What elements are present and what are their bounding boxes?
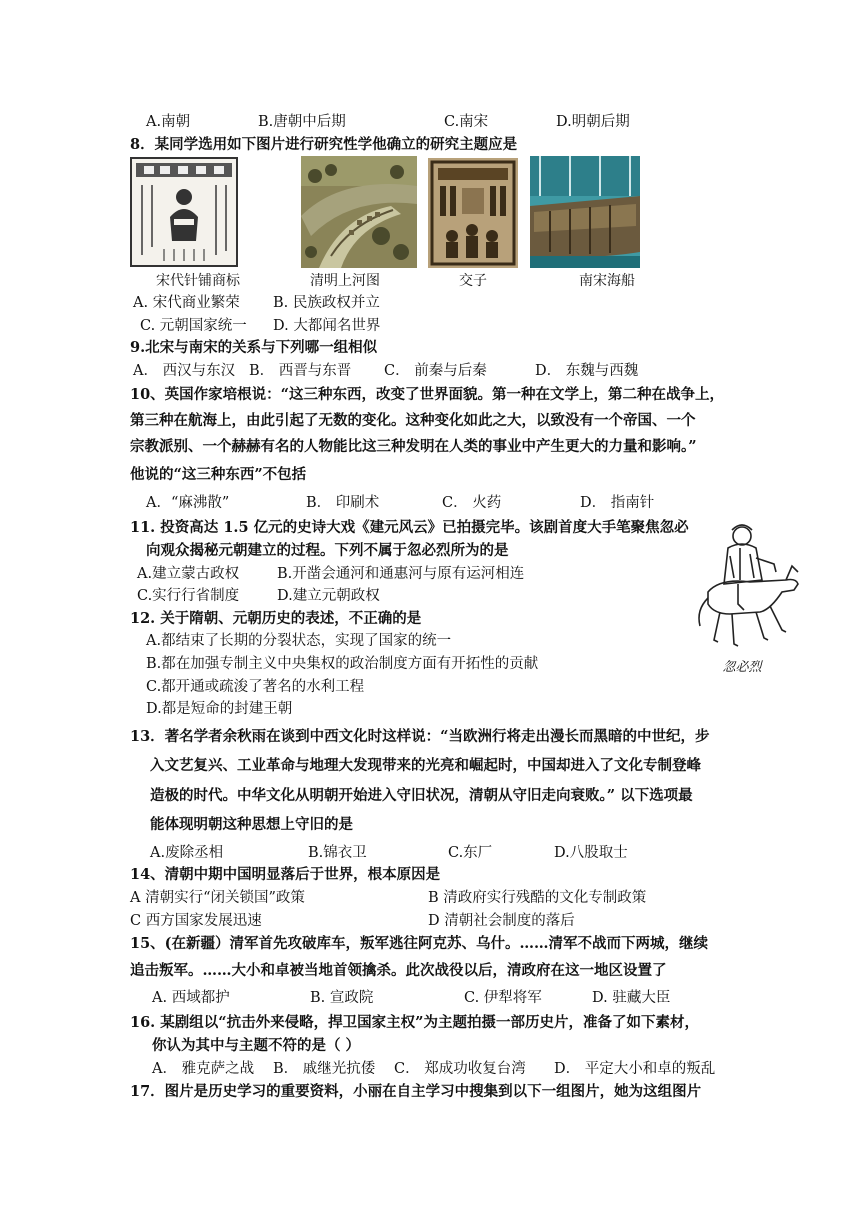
q16-option-a[interactable]: A． 雅克萨之战 bbox=[152, 1061, 255, 1077]
q15-option-d[interactable]: D. 驻藏大臣 bbox=[592, 990, 671, 1006]
q9-stem: 9.北宋与南宋的关系与下列哪一组相似 bbox=[130, 339, 378, 356]
q13-option-c[interactable]: C.东厂 bbox=[448, 845, 493, 861]
q8-option-d[interactable]: D. 大都闻名世界 bbox=[273, 318, 381, 334]
q12-option-c[interactable]: C.都开通或疏浚了著名的水利工程 bbox=[146, 679, 365, 695]
shop-trademark-image bbox=[130, 157, 238, 267]
q8-option-a[interactable]: A. 宋代商业繁荣 bbox=[133, 295, 240, 311]
painting-image bbox=[301, 156, 417, 268]
q11-option-b[interactable]: B.开凿会通河和通惠河与原有运河相连 bbox=[277, 566, 525, 582]
q15-line-1: 15、(在新疆）清军首先攻破库车，叛军逃往阿克苏、乌什。……清军不战而下两城，继续 bbox=[130, 935, 709, 952]
q10-line-4: 他说的“这三种东西”不包括 bbox=[130, 466, 307, 483]
q14-option-a[interactable]: A 清朝实行“闭关锁国”政策 bbox=[130, 890, 305, 906]
q15-option-c[interactable]: C. 伊犁将军 bbox=[464, 990, 542, 1006]
q11-option-d[interactable]: D.建立元朝政权 bbox=[277, 588, 380, 604]
q11-option-a[interactable]: A.建立蒙古政权 bbox=[137, 566, 240, 582]
q16-option-c[interactable]: C． 郑成功收复台湾 bbox=[394, 1061, 526, 1077]
q10-line-1: 10、英国作家培根说：“这三种东西，改变了世界面貌。第一种在文学上，第二种在战争上， bbox=[130, 386, 725, 403]
kublai-caption: 忽必烈 bbox=[722, 660, 762, 675]
q13-line-1: 13．著名学者余秋雨在谈到中西文化时这样说：“当欧洲行将走出漫长而黑暗的中世纪，步 bbox=[130, 728, 710, 745]
painting-caption: 清明上河图 bbox=[310, 273, 380, 289]
paper-money-caption: 交子 bbox=[459, 273, 487, 289]
q14-option-d[interactable]: D 清朝社会制度的落后 bbox=[428, 913, 575, 929]
q10-option-a[interactable]: A．“麻沸散” bbox=[146, 495, 230, 511]
q9-option-d[interactable]: D． 东魏与西魏 bbox=[535, 363, 639, 379]
q16-option-d[interactable]: D． 平定大小和卓的叛乱 bbox=[554, 1061, 716, 1077]
q13-line-4: 能体现明朝这种思想上守旧的是 bbox=[150, 816, 353, 833]
ship-image bbox=[530, 156, 640, 268]
paper-money-image bbox=[428, 158, 518, 268]
q12-stem: 12. 关于隋朝、元朝历史的表述，不正确的是 bbox=[130, 610, 422, 627]
q10-option-c[interactable]: C． 火药 bbox=[442, 495, 502, 511]
q7-option-d[interactable]: D.明朝后期 bbox=[556, 114, 630, 130]
q12-option-d[interactable]: D.都是短命的封建王朝 bbox=[146, 701, 293, 717]
q13-option-a[interactable]: A.废除丞相 bbox=[150, 845, 224, 861]
q8-stem: 8．某同学选用如下图片进行研究性学他确立的研究主题应是 bbox=[130, 136, 518, 153]
q15-line-2: 追击叛军。……大小和卓被当地首领擒杀。此次战役以后，清政府在这一地区设置了 bbox=[130, 962, 667, 979]
q11-option-c[interactable]: C.实行行省制度 bbox=[137, 588, 240, 604]
q17-stem: 17．图片是历史学习的重要资料，小丽在自主学习中搜集到以下一组图片，她为这组图片 bbox=[130, 1083, 702, 1100]
q14-option-b[interactable]: B 清政府实行残酷的文化专制政策 bbox=[428, 890, 647, 906]
q16-line-1: 16. 某剧组以“抗击外来侵略，捍卫国家主权”为主题拍摄一部历史片，准备了如下素材， bbox=[130, 1014, 699, 1031]
q12-option-a[interactable]: A.都结束了长期的分裂状态，实现了国家的统一 bbox=[146, 633, 452, 649]
q15-option-b[interactable]: B. 宣政院 bbox=[310, 990, 374, 1006]
q16-line-2: 你认为其中与主题不符的是（ ） bbox=[152, 1037, 361, 1054]
q15-option-a[interactable]: A. 西域都护 bbox=[152, 990, 230, 1006]
q9-option-b[interactable]: B． 西晋与东晋 bbox=[249, 363, 352, 379]
q10-option-b[interactable]: B． 印刷术 bbox=[306, 495, 380, 511]
q7-option-c[interactable]: C.南宋 bbox=[444, 114, 489, 130]
q9-option-a[interactable]: A． 西汉与东汉 bbox=[133, 363, 236, 379]
q10-line-2: 第三种在航海上，由此引起了无数的变化。这种变化如此之大，以致没有一个帝国、一个 bbox=[130, 412, 696, 429]
q14-stem: 14、清朝中期中国明显落后于世界，根本原因是 bbox=[130, 866, 441, 883]
q10-option-d[interactable]: D． 指南针 bbox=[580, 495, 655, 511]
kublai-figure-image bbox=[690, 518, 802, 656]
q9-option-c[interactable]: C． 前秦与后秦 bbox=[384, 363, 487, 379]
q13-option-d[interactable]: D.八股取士 bbox=[554, 845, 628, 861]
q16-option-b[interactable]: B． 戚继光抗倭 bbox=[273, 1061, 376, 1077]
q13-option-b[interactable]: B.锦衣卫 bbox=[308, 845, 367, 861]
q12-option-b[interactable]: B.都在加强专制主义中央集权的政治制度方面有开拓性的贡献 bbox=[146, 656, 539, 672]
q7-option-a[interactable]: A.南朝 bbox=[146, 114, 191, 130]
shop-trademark-caption: 宋代针铺商标 bbox=[156, 273, 240, 289]
q8-option-c[interactable]: C. 元朝国家统一 bbox=[140, 318, 247, 334]
q10-line-3: 宗教派别、一个赫赫有名的人物能比这三种发明在人类的事业中产生更大的力量和影响。” bbox=[130, 438, 697, 455]
q8-option-b[interactable]: B. 民族政权并立 bbox=[273, 295, 380, 311]
q13-line-2: 入文艺复兴、工业革命与地理大发现带来的光亮和崛起时，中国却进入了文化专制登峰 bbox=[150, 757, 701, 774]
q13-line-3: 造极的时代。中华文化从明朝开始进入守旧状况，清朝从守旧走向衰败。” 以下选项最 bbox=[150, 787, 693, 804]
q11-line-1: 11. 投资高达 1.5 亿元的史诗大戏《建元风云》已拍摄完毕。该剧首度大手笔聚焦忽必 bbox=[130, 519, 689, 536]
q7-option-b[interactable]: B.唐朝中后期 bbox=[258, 114, 346, 130]
q14-option-c[interactable]: C 西方国家发展迅速 bbox=[130, 913, 262, 929]
q11-line-2: 向观众揭秘元朝建立的过程。下列不属于忽必烈所为的是 bbox=[146, 542, 509, 559]
ship-caption: 南宋海船 bbox=[579, 273, 635, 289]
